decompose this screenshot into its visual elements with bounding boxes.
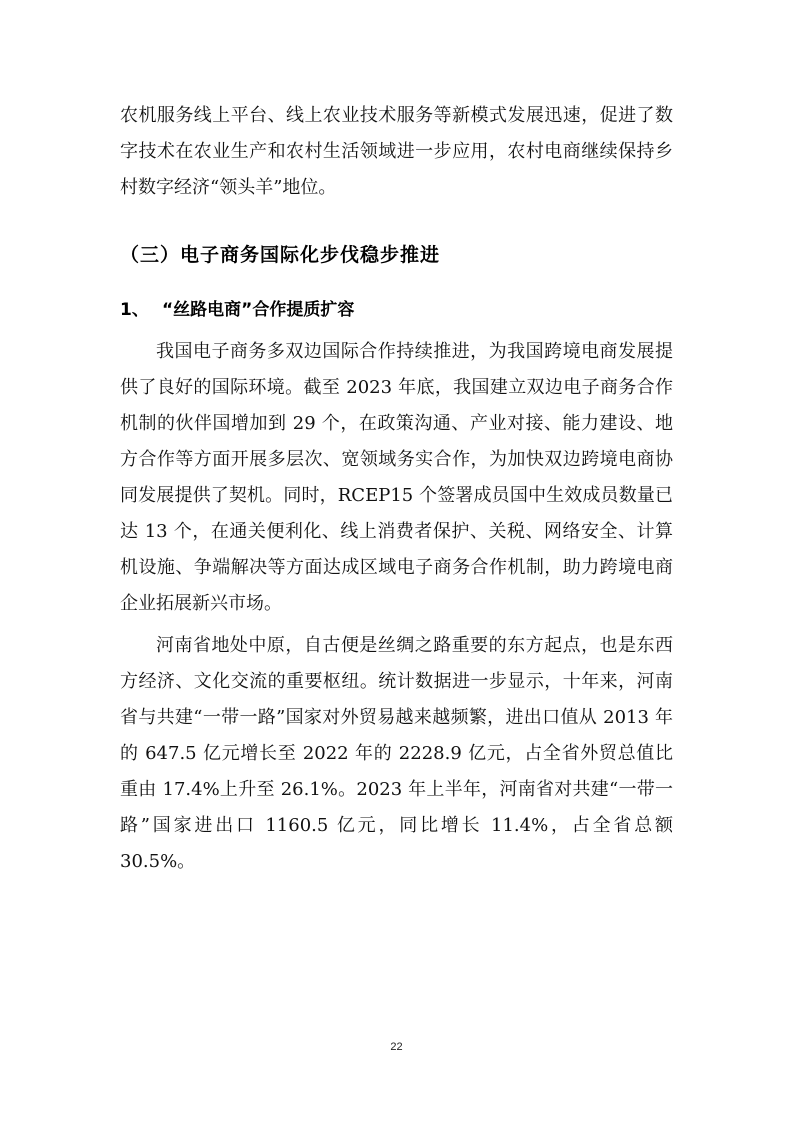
body-paragraph-2: 河南省地处中原，自古便是丝绸之路重要的东方起点，也是东西方经济、文化交流的重要枢纽。统计数据进一步显示，十年来，河南省与共建“一带一路”国家对外贸易越来越频繁，进出口值从 2013 年的 647.5 亿元增长至 2022 年的 2228.9 亿元，占全省外贸总值比重由 17.4%上升至 26.1%。2023 年上半年，河南省对共建“一带一路”国家进出口 1160.5 亿元，同比增长 11.4%，占全省总额 30.5%。 xyxy=(120,635,673,872)
subsection-number: 1、 xyxy=(120,300,149,320)
body-paragraph-1: 我国电子商务多双边国际合作持续推进，为我国跨境电商发展提供了良好的国际环境。截至 2023 年底，我国建立双边电子商务合作机制的伙伴国增加到 29 个，在政策沟通、产业对接、能力建设、地方合作等方面开展多层次、宽领域务实合作，为加快双边跨境电商协同发展提供了契机。同时，RCEP15 个签署成员国中生效成员数量已达 13 个，在通关便利化、线上消费者保护、关税、网络安全、计算机设施、争端解决等方面达成区域电子商务合作机制，助力跨境电商企业拓展新兴市场。 xyxy=(120,341,673,614)
intro-paragraph: 农机服务线上平台、线上农业技术服务等新模式发展迅速，促进了数字技术在农业生产和农村生活领域进一步应用，农村电商继续保持乡村数字经济“领头羊”地位。 xyxy=(120,105,673,198)
subsection-heading xyxy=(120,296,673,324)
page-number: 22 xyxy=(390,1041,403,1053)
section-heading: （三）电子商务国际化步伐稳步推进 xyxy=(120,244,441,266)
page-body xyxy=(120,98,673,880)
subsection-title: “丝路电商”合作提质扩容 xyxy=(162,300,355,320)
